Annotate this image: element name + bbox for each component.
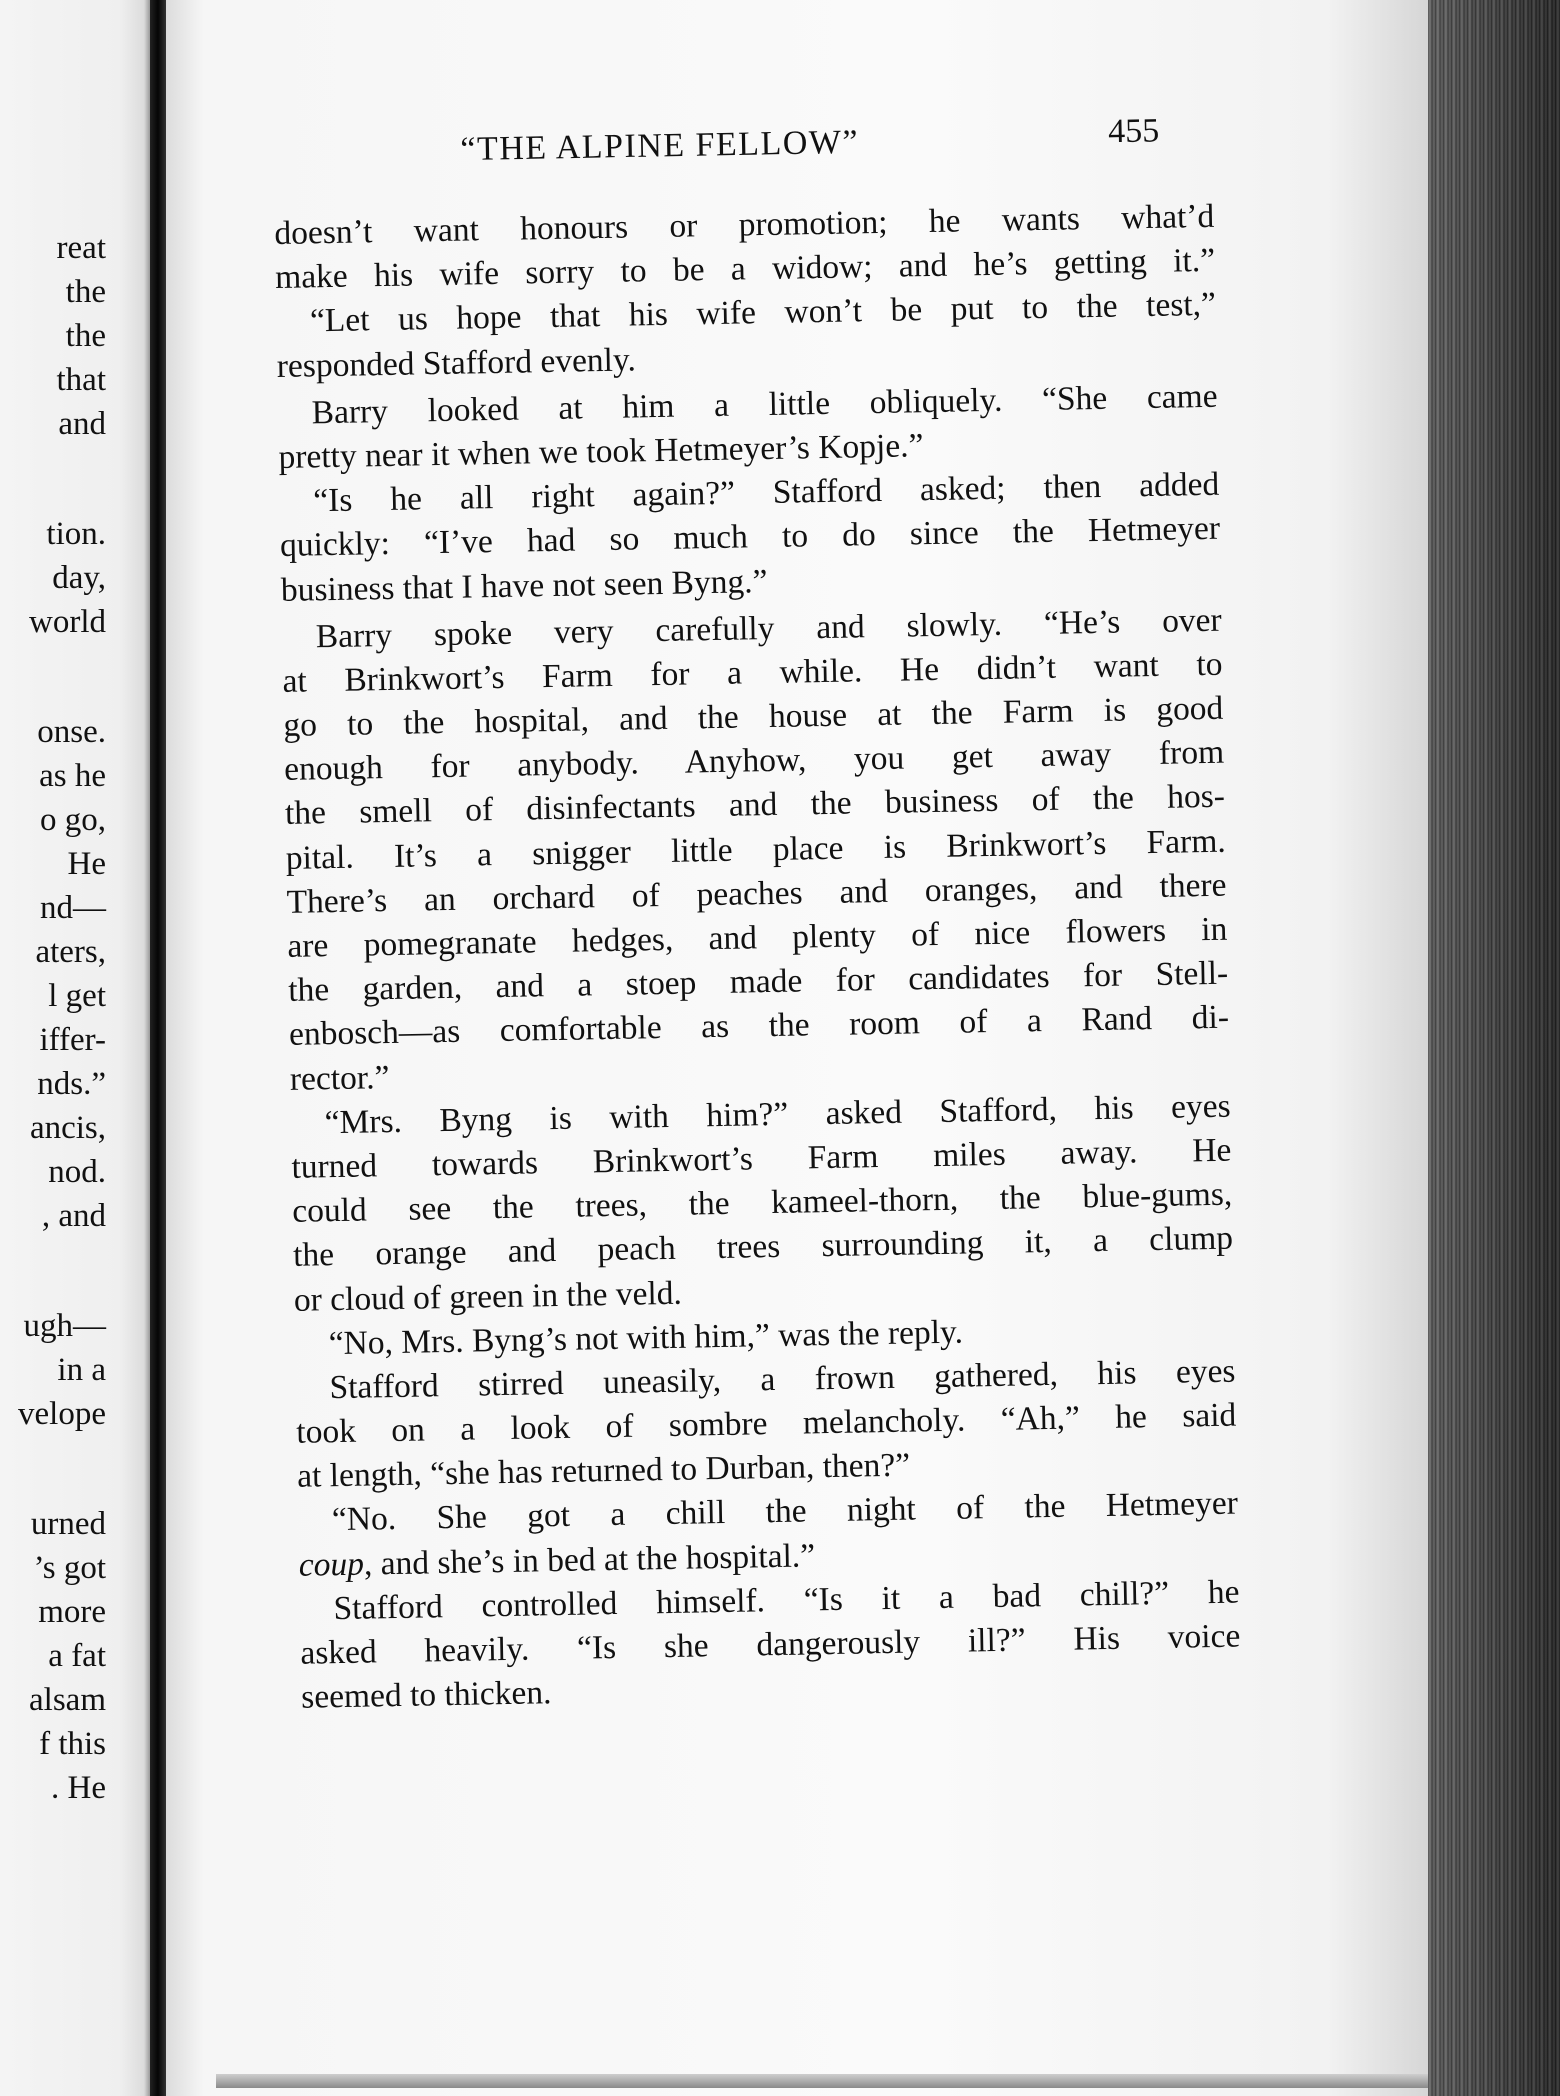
text-line: Barry spoke very carefully and slowly. “He’s over — [315, 601, 1222, 655]
text-line: “No, Mrs. Byng’s not with him,” was the reply. — [328, 1313, 964, 1362]
text-line: doesn’t want honours or promotion; he wants what’d — [274, 197, 1215, 252]
text-line: took on a look of sombre melancholy. “Ah,” he said — [296, 1396, 1237, 1451]
left-page-fragment: reat — [56, 230, 106, 266]
text-line: at length, “she has returned to Durban, then?” — [296, 1446, 911, 1496]
left-page-fragment: tion. — [46, 516, 106, 552]
left-page-fragment: . He — [51, 1770, 106, 1806]
left-page-fragment: urned — [30, 1506, 106, 1542]
left-page-fragment: velope — [18, 1396, 106, 1432]
left-page-fragment: ’s got — [33, 1550, 106, 1586]
left-page-fragment: aters, — [35, 934, 106, 970]
text-line: make his wife sorry to be a widow; and he’s getting it.” — [274, 241, 1216, 297]
text-line: “Let us hope that his wife won’t be put to the test,” — [309, 286, 1217, 340]
left-page-fragment: that — [56, 362, 106, 398]
page-bottom-edge — [216, 2074, 1428, 2088]
text-line: or cloud of green in the veld. — [293, 1274, 683, 1319]
text-line: the orange and peach trees surrounding it, a clump — [292, 1219, 1234, 1275]
left-page-fragment: iffer- — [39, 1022, 106, 1058]
text-line: “Mrs. Byng is with him?” asked Stafford, his eyes — [324, 1087, 1231, 1141]
left-page-fragment: as he — [39, 758, 106, 794]
left-page-fragment: onse. — [37, 714, 106, 750]
text-line: “No. She got a chill the night of the Hetmeyer — [331, 1484, 1239, 1539]
left-page-fragment: nod. — [48, 1154, 106, 1190]
left-page — [0, 0, 150, 2096]
text-line: business that I have not seen Byng.” — [280, 562, 768, 609]
left-page-fragment: and — [58, 406, 106, 442]
text-line: Barry looked at him a little obliquely. “She came — [311, 377, 1218, 432]
left-page-fragment: nds.” — [37, 1066, 106, 1102]
text-line: enough for anybody. Anyhow, you get away from — [283, 733, 1225, 789]
text-line: enbosch—as comfortable as the room of a Rand di- — [288, 999, 1230, 1054]
left-page-fragment: world — [29, 604, 106, 640]
line-text: , and she’s in bed at the hospital.” — [363, 1536, 816, 1583]
text-line: There’s an orchard of peaches and oranges, and there — [286, 866, 1227, 921]
text-line: pretty near it when we took Hetmeyer’s Kopje.” — [278, 427, 924, 476]
left-page-fragment: day, — [52, 560, 106, 596]
text-line: asked heavily. “Is she dangerously ill?” His voice — [300, 1617, 1241, 1672]
text-line: rector.” — [289, 1058, 390, 1098]
text-line: turned towards Brinkwort’s Farm miles away. He — [291, 1131, 1232, 1186]
left-page-fragment: more — [38, 1594, 106, 1630]
text-line: go to the hospital, and the house at the Farm is good — [283, 689, 1224, 744]
text-line: are pomegranate hedges, and plenty of nice flowers in — [287, 910, 1228, 965]
text-line: the garden, and a stoep made for candidates for Stell- — [287, 954, 1229, 1010]
left-page-fragment: the — [65, 274, 106, 310]
left-page-fragment: ugh— — [23, 1308, 106, 1344]
left-page-fragment: f this — [39, 1726, 106, 1762]
left-page-fragment: l get — [48, 978, 106, 1014]
text-line: could see the trees, the kameel-thorn, the blue-gums, — [291, 1175, 1233, 1230]
text-line: the smell of disinfectants and the business of the hos- — [284, 778, 1226, 833]
left-page-fragment: nd— — [40, 890, 106, 926]
text-line: Stafford controlled himself. “Is it a bad chill?” he — [333, 1573, 1240, 1627]
left-page-fragment: a fat — [48, 1638, 106, 1674]
left-page-fragment: , and — [41, 1198, 106, 1234]
text-line: quickly: “I’ve had so much to do since the Hetmeyer — [279, 510, 1221, 565]
text-line: “Is he all right again?” Stafford asked; then added — [312, 465, 1220, 520]
page-number: 455 — [1107, 112, 1160, 151]
left-page-fragment: He — [67, 846, 106, 882]
book-gutter — [150, 0, 166, 2096]
text-line: pital. It’s a snigger little place is Brinkwort’s Farm. — [285, 822, 1227, 877]
left-page-fragment: in a — [57, 1352, 106, 1388]
text-line: seemed to thicken. — [300, 1674, 552, 1716]
left-page-fragment: ancis, — [29, 1110, 106, 1146]
running-head-title: “THE ALPINE FELLOW” — [460, 123, 860, 169]
italic-word: coup — [298, 1545, 365, 1584]
left-page-fragment: the — [65, 318, 106, 354]
left-page-fragment: o go, — [40, 802, 106, 838]
body-text — [274, 195, 1241, 1720]
text-line: at Brinkwort’s Farm for a while. He didn’t want to — [282, 645, 1223, 700]
text-line: responded Stafford evenly. — [276, 340, 637, 385]
page-edges-stack — [1428, 0, 1560, 2096]
left-page-fragment: alsam — [29, 1682, 106, 1718]
text-line: Stafford stirred uneasily, a frown gathered, his eyes — [329, 1352, 1236, 1407]
